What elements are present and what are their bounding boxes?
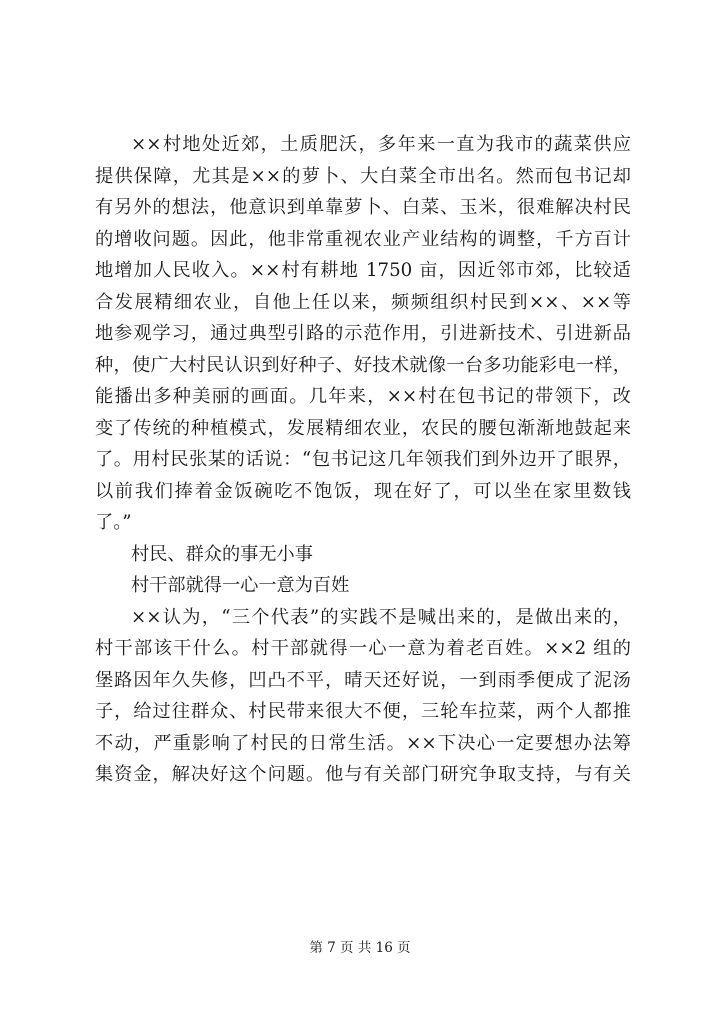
section-heading: 村民、群众的事无小事 bbox=[131, 543, 313, 565]
paragraph-line: 种，使广大村民认识到好种子、好技术就像一台多功能彩电一样， bbox=[95, 354, 631, 376]
paragraph-line: 地增加人民收入。××村有耕地 1750 亩，因近邻市郊，比较适 bbox=[95, 260, 631, 281]
paragraph-line: 了。用村民张某的话说：“包书记这几年领我们到外边开了眼界， bbox=[95, 449, 631, 470]
paragraph-line: 合发展精细农业，自他上任以来，频频组织村民到××、××等 bbox=[95, 291, 631, 313]
paragraph-line: 的增收问题。因此，他非常重视农业产业结构的调整，千方百计 bbox=[95, 228, 631, 250]
paragraph-line: 村干部该干什么。村干部就得一心一意为着老百姓。××2 组的 bbox=[95, 638, 631, 659]
paragraph-line: 不动，严重影响了村民的日常生活。××下决心一定要想办法筹 bbox=[95, 732, 631, 754]
paragraph-line: 堡路因年久失修，凹凸不平，晴天还好说，一到雨季便成了泥汤 bbox=[95, 669, 631, 691]
paragraph-line: ××认为，“三个代表”的实践不是喊出来的，是做出来的， bbox=[131, 606, 631, 628]
paragraph-line: 子，给过往群众、村民带来很大不便，三轮车拉菜，两个人都推 bbox=[95, 701, 631, 722]
paragraph-line: ××村地处近郊，土质肥沃，多年来一直为我市的蔬菜供应 bbox=[131, 134, 631, 155]
paragraph-line: 集资金，解决好这个问题。他与有关部门研究争取支持，与有关 bbox=[95, 764, 631, 785]
paragraph-line: 有另外的想法，他意识到单靠萝卜、白菜、玉米，很难解决村民 bbox=[95, 197, 631, 218]
page-number-footer: 第 7 页 共 16 页 bbox=[309, 940, 411, 956]
paragraph-line: 了。” bbox=[95, 512, 132, 533]
paragraph-line: 以前我们捧着金饭碗吃不饱饭，现在好了，可以坐在家里数钱 bbox=[95, 480, 631, 502]
document-body bbox=[95, 129, 631, 791]
paragraph-line: 能播出多种美丽的画面。几年来，××村在包书记的带领下，改 bbox=[95, 386, 631, 407]
paragraph-line: 地参观学习，通过典型引路的示范作用，引进新技术、引进新品 bbox=[95, 323, 631, 344]
paragraph-line: 提供保障，尤其是××的萝卜、大白菜全市出名。然而包书记却 bbox=[95, 165, 631, 187]
paragraph-line: 变了传统的种植模式，发展精细农业，农民的腰包渐渐地鼓起来 bbox=[95, 417, 631, 439]
section-subheading: 村干部就得一心一意为百姓 bbox=[131, 575, 350, 596]
